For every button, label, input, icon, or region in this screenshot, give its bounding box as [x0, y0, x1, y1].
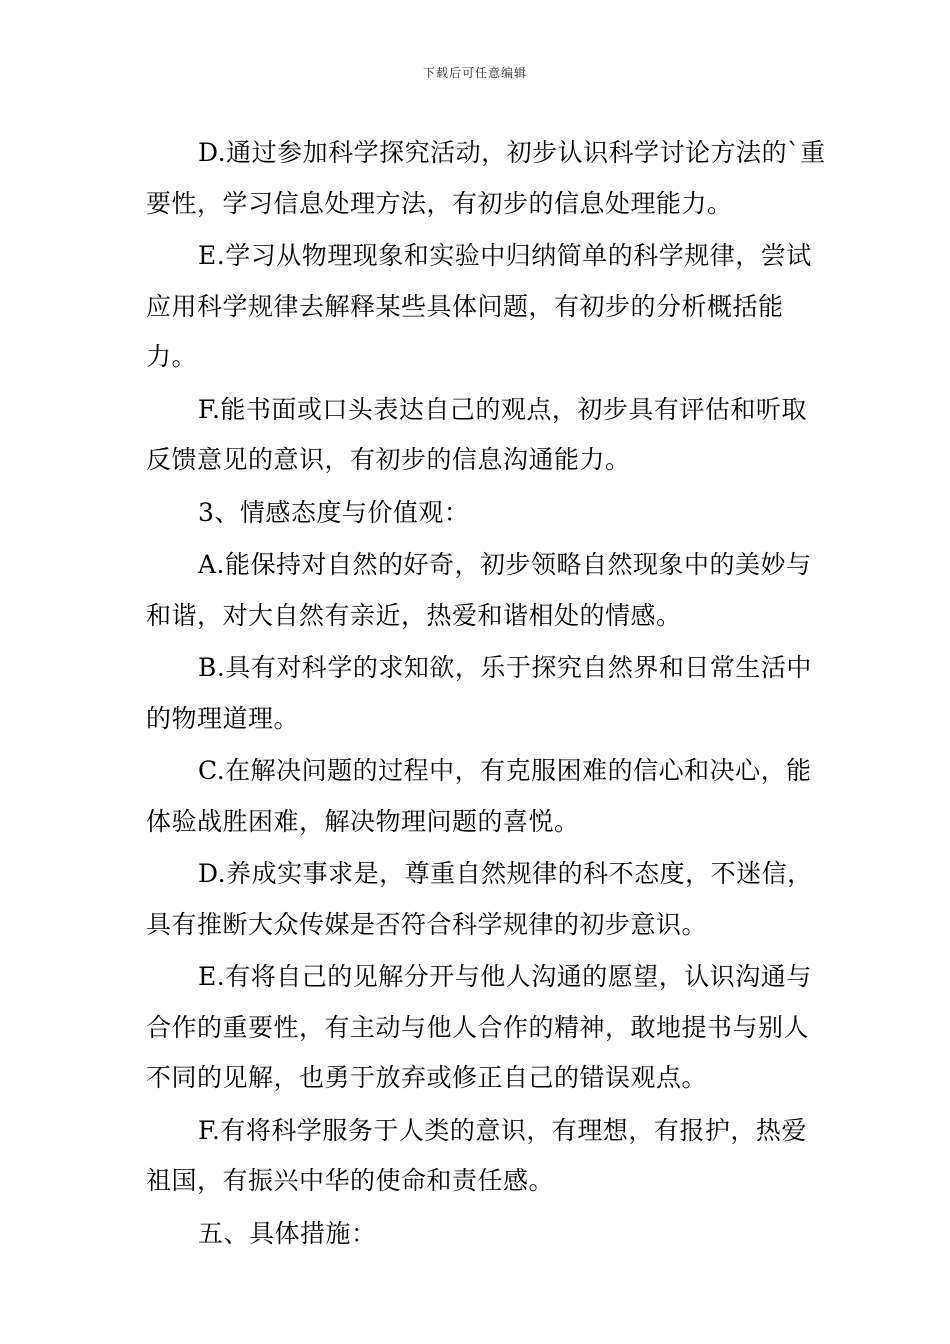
paragraph-e-cooperation: E.有将自己的见解分开与他人沟通的愿望，认识沟通与合作的重要性，有主动与他人合作的精神，敢地提书与别人不同的见解，也勇于放弃或修正自己的错误观点。 [146, 962, 812, 1092]
paragraph-d-realistic-attitude: D.养成实事求是，尊重自然规律的科不态度，不迷信，具有推断大众传媒是否符合科学规律的初步意识。 [146, 859, 813, 939]
paragraph-c-overcome-difficulty: C.在解决问题的过程中，有克服困难的信心和决心，能体验战胜困难，解决物理问题的喜悦。 [146, 756, 812, 836]
section-heading-attitude-values: 3、情感态度与价值观： [198, 497, 470, 527]
page-header: 下载后可任意编辑 [422, 66, 527, 80]
document-body [146, 128, 826, 1261]
section-heading-measures: 五、具体措施： [198, 1218, 377, 1248]
paragraph-f-communication: F.能书面或口头表达自己的观点，初步具有评估和听取反馈意见的意识，有初步的信息沟通能力。 [146, 394, 807, 474]
paragraph-b-desire-knowledge: B.具有对科学的求知欲，乐于探究自然界和日常生活中的物理道理。 [146, 653, 812, 733]
paragraph-a-curiosity: A.能保持对自然的好奇，初步领略自然现象中的美妙与和谐，对大自然有亲近，热爱和谐相处的情感。 [146, 550, 812, 630]
paragraph-d-info-processing: D.通过参加科学探究活动，初步认识科学讨论方法的`重要性，学习信息处理方法，有初步的信息处理能力。 [146, 138, 826, 218]
paragraph-f-serve-humanity: F.有将科学服务于人类的意识，有理想，有报护，热爱祖国，有振兴中华的使命和责任感。 [146, 1115, 807, 1195]
paragraph-e-scientific-laws: E.学习从物理现象和实验中归纳简单的科学规律，尝试应用科学规律去解释某些具体问题，有初步的分析概括能力。 [146, 241, 812, 371]
